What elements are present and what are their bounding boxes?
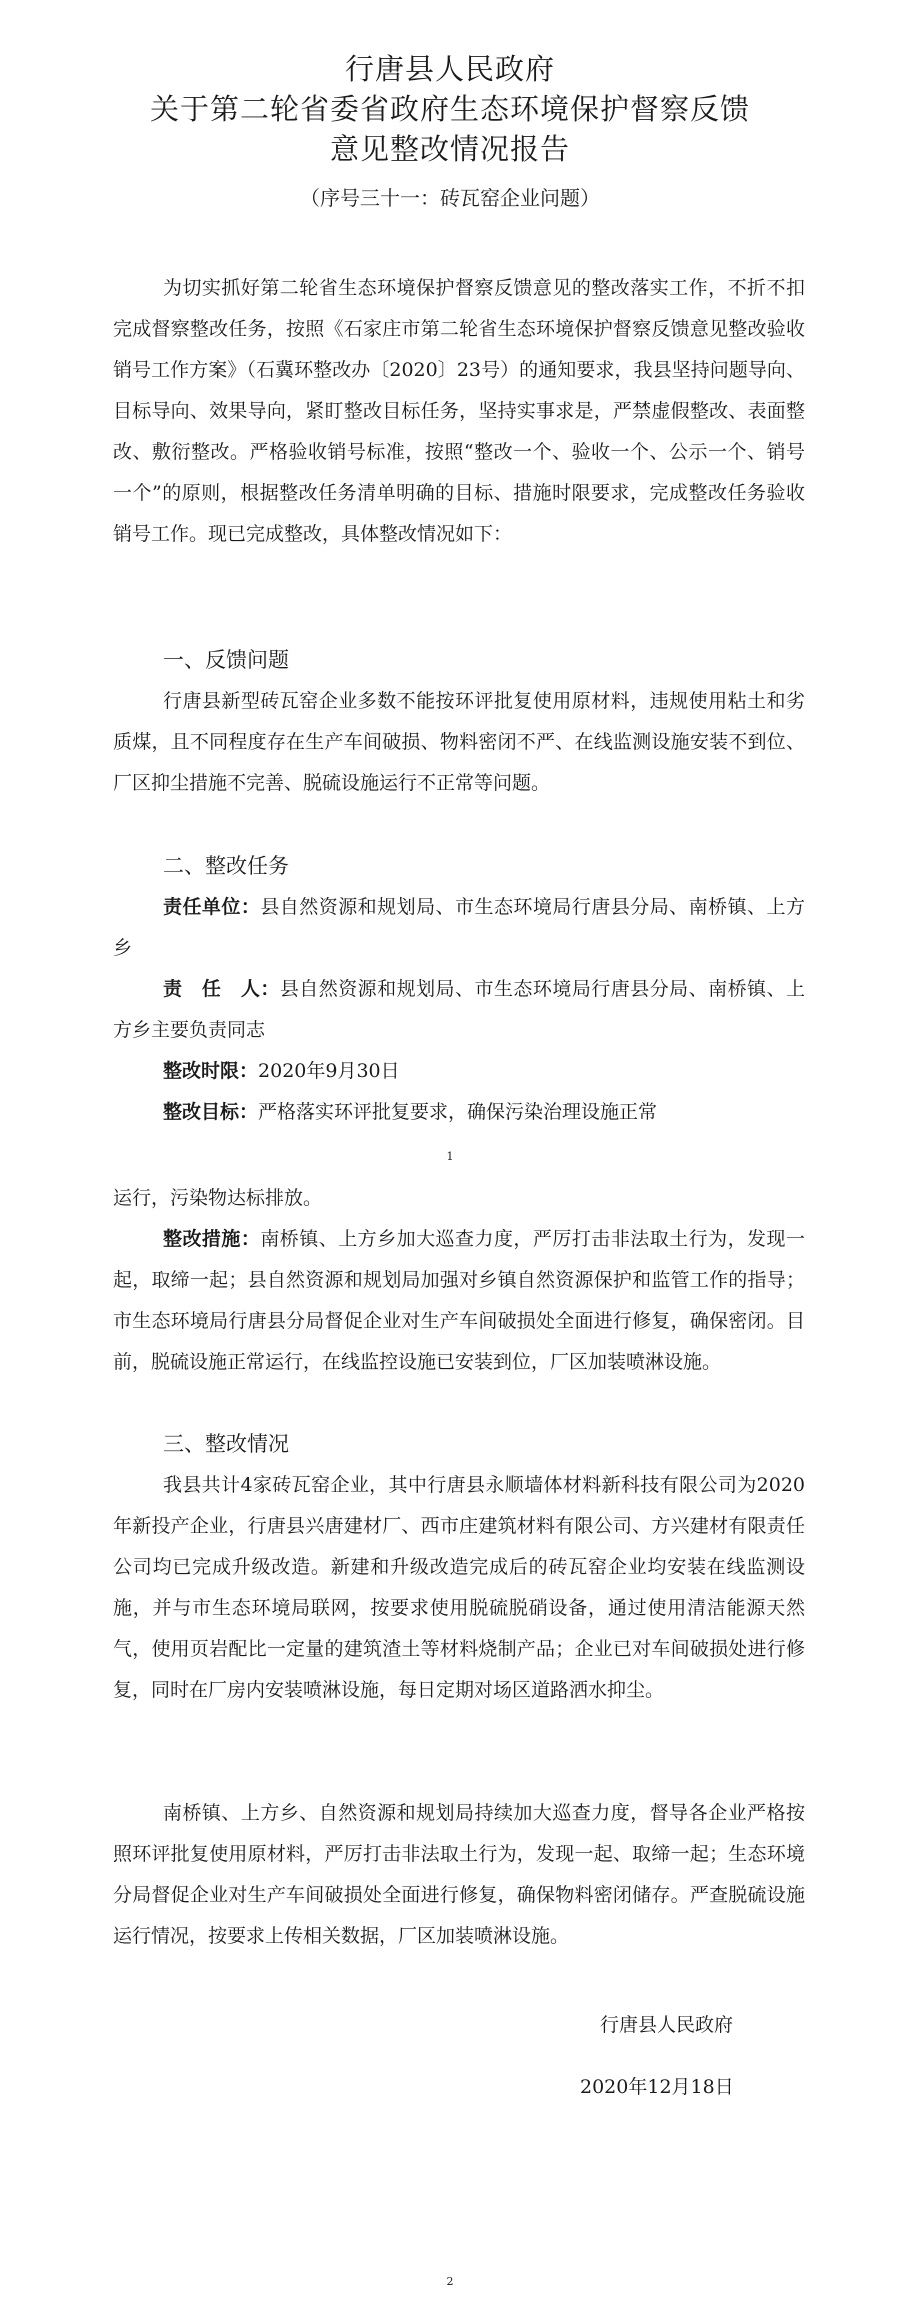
page-number-1: 1 (446, 1150, 454, 1163)
measures-text: 南桥镇、上方乡加大巡查力度，严厉打击非法取土行为，发现一起，取缔一起；县自然资源和规划局加强对乡镇自然资源保护和监管工作的指导；市生态环境局行唐县分局督促企业对生产车间破损处全面进行修复，确保密闭。目前，脱硫设施正常运行，在线监控设施已安装到位，厂区加装喷淋设施。 (113, 1228, 805, 1373)
responsible-person-text: 县自然资源和规划局、市生态环境局行唐县分局、南桥镇、上方乡主要负责同志 (113, 978, 805, 1041)
document-title-line3: 意见整改情况报告 (329, 132, 570, 166)
responsible-unit-text: 县自然资源和规划局、市生态环境局行唐县分局、南桥镇、上方乡 (113, 896, 805, 959)
signature-date: 2020年12月18日 (580, 2076, 734, 2098)
measures-row (113, 1219, 805, 1383)
section2-heading: 二、整改任务 (163, 854, 289, 878)
responsible-person-label: 责 任 人： (163, 978, 280, 1000)
goal-row (113, 1092, 805, 1133)
page-number-2: 2 (446, 2275, 454, 2288)
signature-organization: 行唐县人民政府 (600, 2014, 734, 2036)
goal-label: 整改目标： (163, 1101, 259, 1123)
responsible-unit-row (113, 887, 805, 969)
deadline-row (113, 1051, 805, 1092)
intro-paragraph: 为切实抓好第二轮省生态环境保护督察反馈意见的整改落实工作，不折不扣完成督察整改任务，按照《石家庄市第二轮省生态环境保护督察反馈意见整改验收销号工作方案》（石冀环整改办〔2020〕23号）的通知要求，我县坚持问题导向、目标导向、效果导向，紧盯整改目标任务，坚持实事求是，严禁虚假整改、表面整改、敷衍整改。严格验收销号标准，按照“整改一个、验收一个、公示一个、销号一个”的原则，根据整改任务清单明确的目标、措施时限要求，完成整改任务验收销号工作。现已完成整改，具体整改情况如下： (113, 277, 805, 545)
document-subtitle: （序号三十一：砖瓦窑企业问题） (300, 186, 600, 210)
section1-text: 行唐县新型砖瓦窑企业多数不能按环评批复使用原材料，违规使用粘土和劣质煤，且不同程度存在生产车间破损、物料密闭不严、在线监测设施安装不到位、厂区抑尘措施不完善、脱硫设施运行不正常等问题。 (113, 690, 805, 794)
document-title-line2: 关于第二轮省委省政府生态环境保护督察反馈 (149, 92, 750, 126)
document-title-line1: 行唐县人民政府 (344, 52, 555, 86)
goal-text: 严格落实环评批复要求，确保污染治理设施正常 (258, 1101, 658, 1123)
goal-continuation: 运行，污染物达标排放。 (113, 1187, 323, 1209)
section1-heading: 一、反馈问题 (163, 648, 289, 672)
responsible-unit-label: 责任单位： (163, 896, 261, 918)
section3-heading: 三、整改情况 (163, 1432, 289, 1456)
responsible-person-row (113, 969, 805, 1051)
section3-paragraph1: 我县共计4家砖瓦窑企业，其中行唐县永顺墙体材料新科技有限公司为2020年新投产企业，行唐县兴唐建材厂、西市庄建筑材料有限公司、方兴建材有限责任公司均已完成升级改造。新建和升级改造完成后的砖瓦窑企业均安装在线监测设施，并与市生态环境局联网，按要求使用脱硫脱硝设备，通过使用清洁能源天然气，使用页岩配比一定量的建筑渣土等材料烧制产品；企业已对车间破损处进行修复，同时在厂房内安装喷淋设施，每日定期对场区道路洒水抑尘。 (113, 1474, 805, 1701)
section3-paragraph2: 南桥镇、上方乡、自然资源和规划局持续加大巡查力度，督导各企业严格按照环评批复使用原材料，严厉打击非法取土行为，发现一起、取缔一起；生态环境分局督促企业对生产车间破损处全面进行修复，确保物料密闭储存。严查脱硫设施运行情况，按要求上传相关数据，厂区加装喷淋设施。 (113, 1802, 805, 1947)
deadline-label: 整改时限： (163, 1060, 259, 1082)
measures-label: 整改措施： (163, 1228, 261, 1250)
deadline-text: 2020年9月30日 (258, 1060, 400, 1082)
